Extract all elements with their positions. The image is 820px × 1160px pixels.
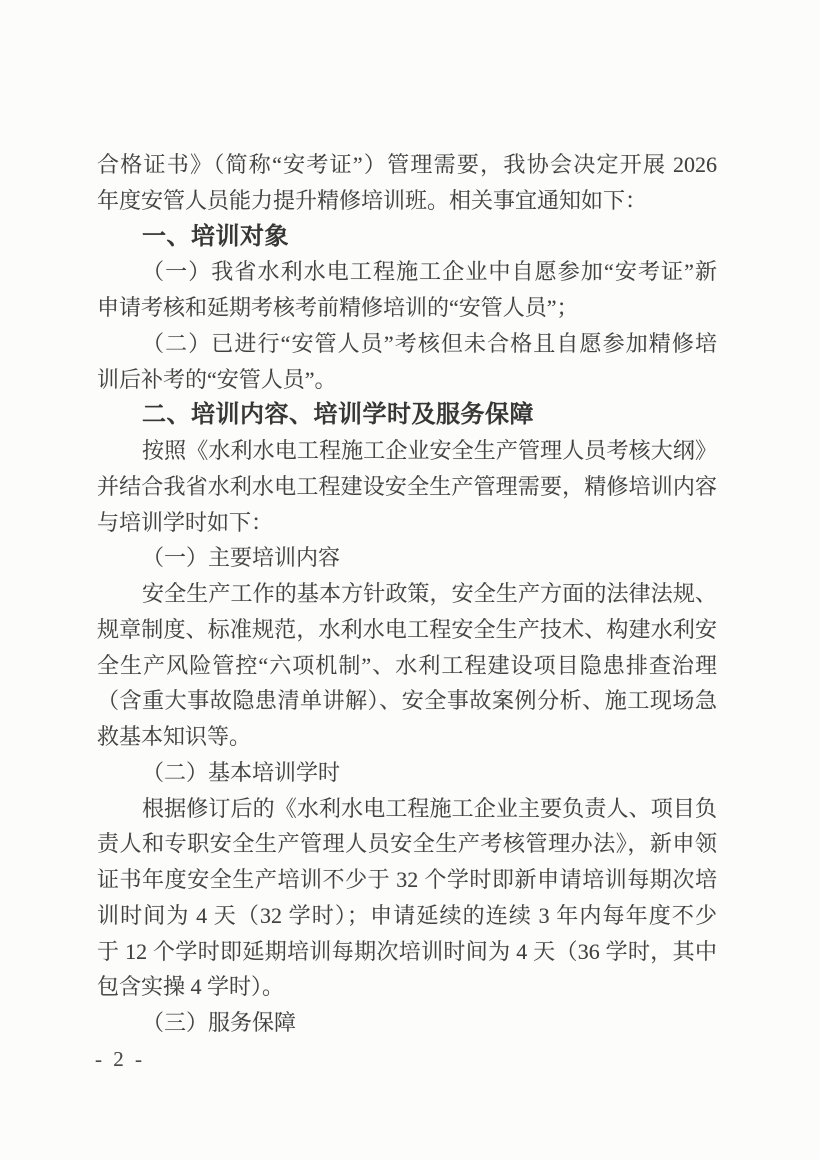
text-line: 安全生产工作的基本方针政策，安全生产方面的法律法规、 xyxy=(142,581,717,606)
text-line: 根据修订后的《水利水电工程施工企业主要负责人、项目负 xyxy=(142,795,717,821)
text-line: 规章制度、标准规范，水利水电工程安全生产技术、构建水利安 xyxy=(97,616,717,642)
document-body xyxy=(97,147,717,1041)
text-line: 年度安管人员能力提升精修培训班。相关事宜通知如下： xyxy=(97,187,648,213)
page-footer xyxy=(95,1045,145,1073)
text-line: 申请考核和延期考核考前精修培训的“安管人员”； xyxy=(97,295,579,320)
text-line: 合格证书》（简称“安考证”）管理需要，我协会决定开展 2026 xyxy=(97,152,717,177)
text-line: 训时间为 4 天（32 学时）；申请延续的连续 3 年内每年度不少 xyxy=(97,902,717,928)
text-line: 并结合我省水利水电工程建设安全生产管理需要，精修培训内容 xyxy=(97,473,717,499)
text-line: （二）已进行“安管人员”考核但未合格且自愿参加精修培 xyxy=(142,330,717,356)
text-line: （一）主要培训内容 xyxy=(142,545,341,571)
text-line: 与培训学时如下： xyxy=(97,509,274,535)
page-number: - 2 - xyxy=(95,1047,145,1071)
text-line: 救基本知识等。 xyxy=(97,724,252,749)
section-heading: 二、培训内容、培训学时及服务保障 xyxy=(142,401,534,429)
text-line: （一）我省水利水电工程施工企业中自愿参加“安考证”新 xyxy=(142,259,717,285)
text-line: （含重大事故隐患清单讲解）、安全事故案例分析、施工现场急 xyxy=(97,688,717,714)
section-heading: 一、培训对象 xyxy=(142,222,289,250)
text-line: （三）服务保障 xyxy=(142,1010,297,1035)
text-line: 于 12 个学时即延期培训每期次培训时间为 4 天（36 学时，其中 xyxy=(97,938,717,964)
text-line: （二）基本培训学时 xyxy=(142,759,341,785)
text-line: 训后补考的“安管人员”。 xyxy=(97,366,337,392)
text-line: 全生产风险管控“六项机制”、水利工程建设项目隐患排查治理 xyxy=(97,652,717,678)
text-line: 包含实操 4 学时）。 xyxy=(97,974,285,1000)
text-line: 按照《水利水电工程施工企业安全生产管理人员考核大纲》 xyxy=(142,438,717,463)
text-line: 责人和专职安全生产管理人员安全生产考核管理办法》，新申领 xyxy=(97,831,717,857)
text-line: 证书年度安全生产培训不少于 32 个学时即新申请培训每期次培 xyxy=(97,867,717,892)
